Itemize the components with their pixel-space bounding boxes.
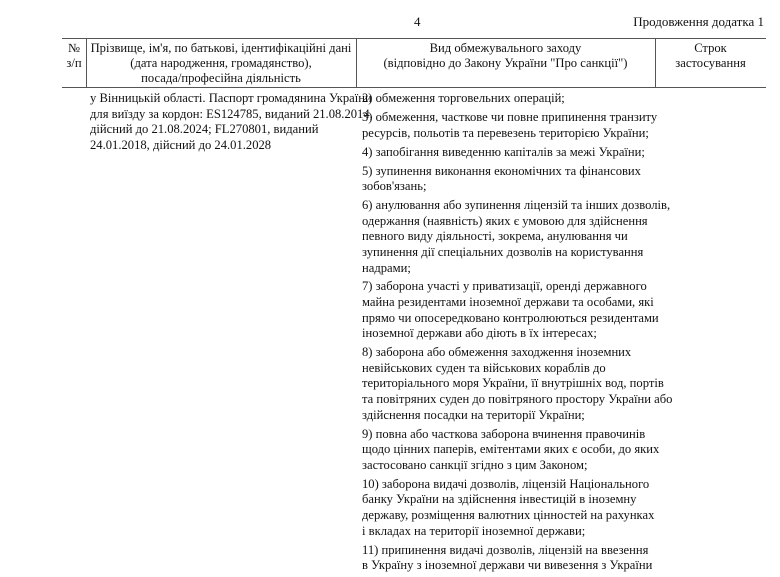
measure-item — [362, 279, 672, 341]
header-line: з/п — [66, 56, 82, 70]
measure-line: надрами; — [362, 260, 411, 275]
measure-line: ресурсів, польотів та перевезень територією України; — [362, 125, 649, 140]
measure-line: та повітряних суден до повітряного простору України або — [362, 392, 673, 407]
measure-line: в Україну з іноземної держави чи вивезення з України — [362, 558, 653, 573]
measure-line: 3) обмеження, часткове чи повне припинення транзиту — [362, 109, 658, 124]
measure-line: 5) зупинення виконання економічних та фінансових — [362, 163, 641, 178]
measure-line: державу, розміщення валютних цінностей на рахунках — [362, 507, 655, 522]
measure-item — [362, 345, 672, 423]
measure-line: банку України на здійснення інвестицій в іноземну — [362, 492, 637, 507]
header-line: № — [67, 41, 81, 55]
measure-line: 10) заборона видачі дозволів, ліцензій Національного — [362, 476, 650, 491]
measure-line: певного виду діяльності, зокрема, анулювання чи — [362, 229, 628, 244]
header-line: застосування — [675, 56, 746, 70]
header-line: Прізвище, ім'я, по батькові, ідентифікаційні дані — [90, 41, 352, 55]
measure-item — [362, 91, 672, 107]
person-line: у Вінницькій області. Паспорт громадянина України — [90, 91, 372, 105]
measure-line: 4) запобігання виведенню капіталів за межі України; — [362, 144, 645, 159]
measure-line: територіального моря України, її внутрішніх вод, портів — [362, 376, 664, 391]
measure-item — [362, 145, 672, 161]
measure-item — [362, 164, 672, 195]
measure-line: 7) заборона участі у приватизації, оренді державного — [362, 279, 647, 294]
person-line: для виїзду за кордон: ES124785, виданий 21.08.2014, — [90, 106, 373, 121]
measure-line: одержання (наявність) яких є умовою для здійснення — [362, 213, 648, 228]
measure-line: 2) обмеження торговельних операцій; — [362, 91, 565, 105]
person-line: дійсний до 21.08.2024; FL270801, виданий — [90, 122, 319, 137]
measure-item — [362, 198, 672, 276]
header-line: Строк — [694, 41, 727, 55]
measure-line: щодо цінних паперів, емітентами яких є особи, до яких — [362, 442, 660, 457]
header-measure — [356, 41, 655, 71]
header-number — [62, 41, 86, 71]
header-line: Вид обмежувального заходу — [429, 41, 582, 55]
measure-line: прямо чи опосередковано контролюються резидентами — [362, 310, 659, 325]
measure-line: здійснення посадки на території України; — [362, 407, 585, 422]
continuation-label: Продовження додатка 1 — [633, 14, 764, 29]
measure-line: невійськових суден та військових кораблів до — [362, 360, 606, 375]
measure-line: майна резидентами іноземної держави та особами, які — [362, 295, 654, 310]
measure-line: іноземної держави або діють в їх інтересах; — [362, 326, 597, 341]
header-line: (відповідно до Закону України "Про санкції") — [383, 56, 628, 70]
person-details — [90, 91, 373, 153]
measure-line: 11) припинення видачі дозволів, ліцензій на ввезення — [362, 542, 649, 557]
measure-item — [362, 110, 672, 141]
measures-list — [362, 91, 672, 577]
measure-item — [362, 477, 672, 539]
header-line: посада/професійна діяльність — [141, 71, 301, 85]
header-person — [86, 41, 356, 86]
measure-line: зобов'язань; — [362, 179, 427, 194]
measure-line: зупинення дії спеціальних дозволів на користування — [362, 244, 644, 259]
measure-line: застосовано санкції згідно з цим Законом; — [362, 457, 588, 472]
measure-line: 8) заборона або обмеження заходження іноземних — [362, 345, 632, 360]
person-line: 24.01.2018, дійсний до 24.01.2028 — [90, 137, 272, 152]
measure-line: 6) анулювання або зупинення ліцензій та інших дозволів, — [362, 198, 671, 213]
measure-line: 9) повна або часткова заборона вчинення правочинів — [362, 426, 646, 441]
measure-item — [362, 543, 672, 574]
table-top-border — [62, 38, 766, 39]
measure-line: і вкладах на території іноземної держави; — [362, 523, 586, 538]
header-term — [655, 41, 766, 71]
header-bottom-border — [62, 87, 766, 88]
measure-item — [362, 427, 672, 474]
header-line: (дата народження, громадянство), — [130, 56, 312, 70]
page-number: 4 — [414, 14, 421, 29]
